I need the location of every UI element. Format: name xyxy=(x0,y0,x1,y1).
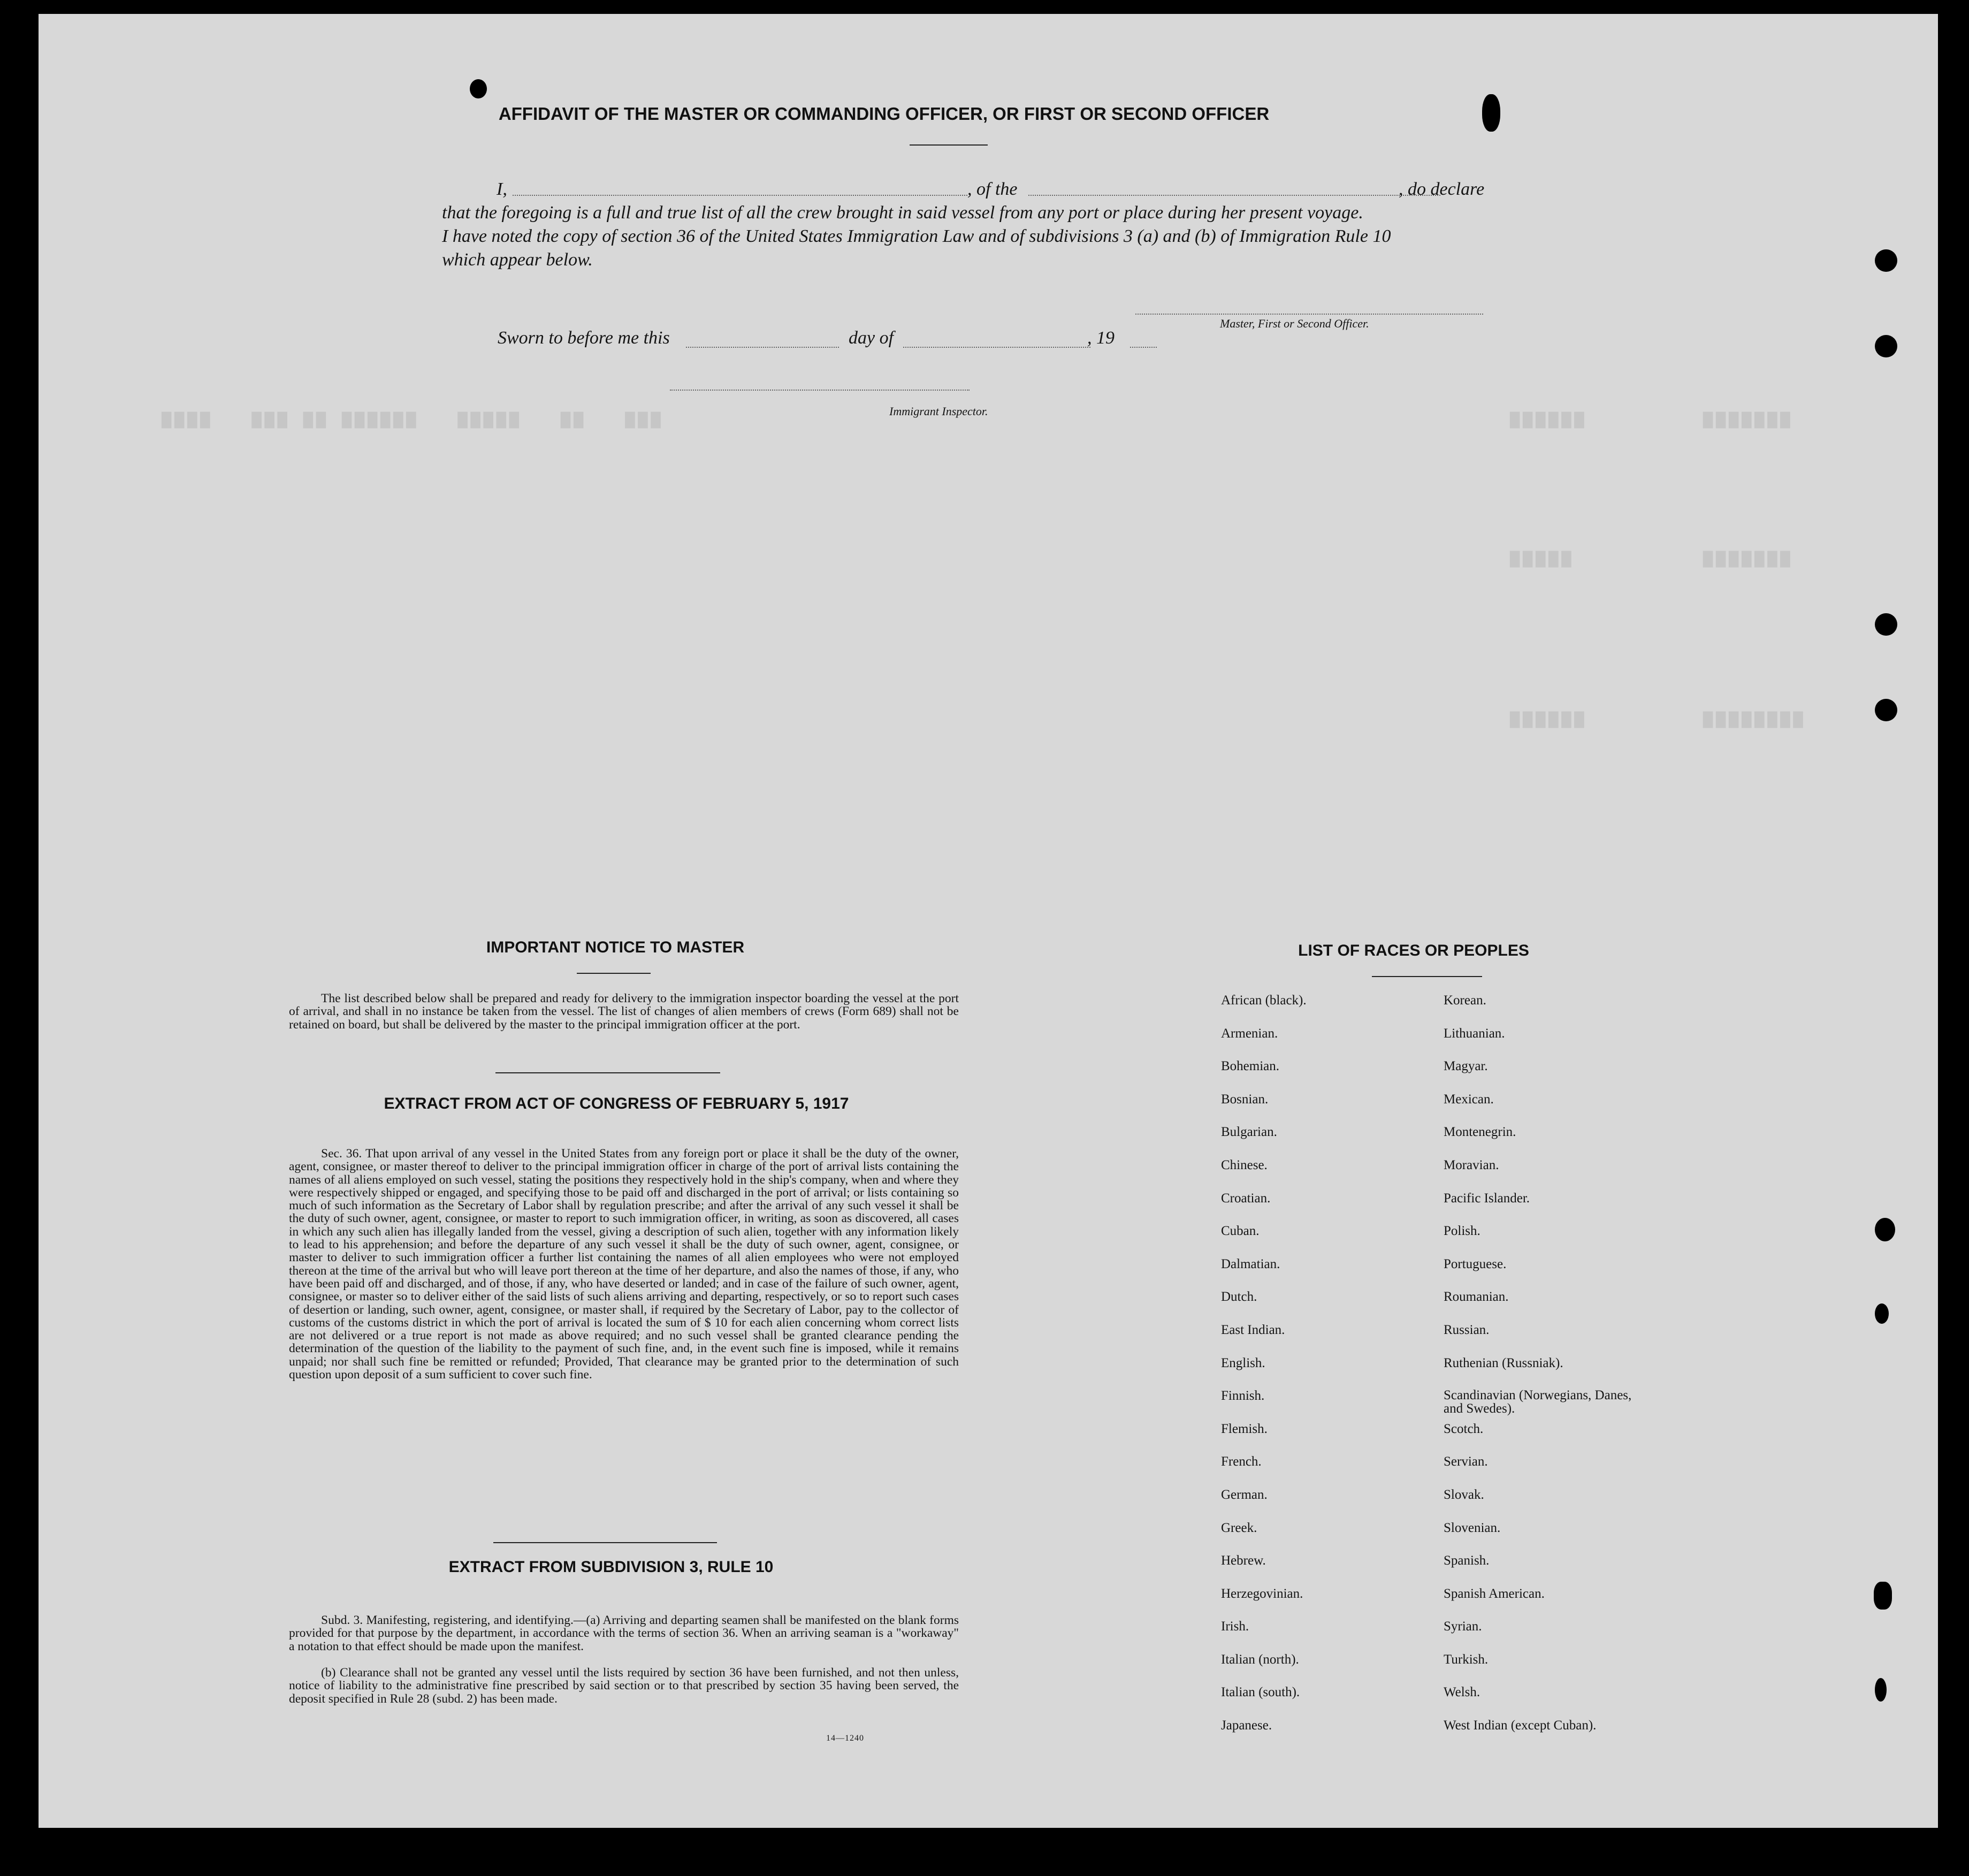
races-left-column xyxy=(1221,993,1307,1751)
race-item: Spanish. xyxy=(1444,1553,1490,1568)
races-right-column xyxy=(1444,993,1636,1751)
sworn-year-blank xyxy=(1130,347,1157,348)
race-item: Slovak. xyxy=(1444,1487,1484,1502)
extract-act-title: EXTRACT FROM ACT OF CONGRESS OF FEBRUARY 5, 1917 xyxy=(384,1095,849,1112)
punch-hole xyxy=(1874,1582,1892,1610)
race-item: Cuban. xyxy=(1221,1224,1260,1239)
extract-act-text: Sec. 36. That upon arrival of any vessel in the United States from any foreign port or place it shall be the duty of the owner, agent, consignee, or master thereof to deliver to the principal immigration officer in charge of the port of arrival lists containing the names of all aliens employed on such vessel, stating the positions they respectively hold in the ship's company, when and where they were respectively shipped or engaged, and specifying those to be paid off and discharged in the port of arrival; or lists containing so much of such information as the Secretary of Labor shall by regulation prescribe; and after the arrival of any such vessel it shall be the duty of such owner, agent, consignee, or master to report to such immigration officer, in writing, as soon as discovered, all cases in which any such alien has illegally landed from the vessel, giving a description of such alien, together with any information likely to lead to his apprehension; and before the departure of any such vessel it shall be the duty of such owner, agent, consignee, or master to deliver to such immigration officer a further list containing the names of all alien employees who were not employed thereon at the time of the arrival but who will leave port thereon at the time of her departure, and also the names of those, if any, who have been paid off and discharged, and of those, if any, who have deserted or landed; and in case of the failure of such owner, agent, consignee, or master so to deliver either of the said lists of such aliens arriving and departing, respectively, or so to report such cases of desertion or landing, such owner, agent, consignee, or master shall, if required by the Secretary of Labor, pay to the collector of customs of the customs district in which the port of arrival is located the sum of $ 10 for each alien concerning whom correct lists are not delivered or a true report is not made as above required; and no such vessel shall be granted clearance pending the determination of the question of the liability to the payment of such fine, and, in the event such fine is imposed, while it remains unpaid; nor shall such fine be remitted or refunded; Provided, That clearance may be granted prior to the determination of such question upon deposit of a sum sufficient to cover such fine. xyxy=(289,1147,959,1382)
race-item: Bohemian. xyxy=(1221,1059,1280,1074)
race-item: Italian (south). xyxy=(1221,1685,1300,1700)
punch-hole xyxy=(1875,1218,1895,1241)
sworn-year: , 19 xyxy=(1087,328,1115,348)
race-item: Dalmatian. xyxy=(1221,1256,1280,1271)
race-item: Pacific Islander. xyxy=(1444,1191,1530,1206)
race-item: Scotch. xyxy=(1444,1421,1484,1436)
race-item: Ruthenian (Russniak). xyxy=(1444,1355,1563,1370)
race-item: Bulgarian. xyxy=(1221,1125,1277,1140)
race-item: Greek. xyxy=(1221,1520,1257,1535)
race-item: Finnish. xyxy=(1221,1389,1265,1404)
race-item: Lithuanian. xyxy=(1444,1026,1505,1041)
race-item: Magyar. xyxy=(1444,1059,1488,1074)
bleed-through-row: ▇▇▇▇▇▇ ▇▇▇▇▇▇▇▇ xyxy=(1510,710,1806,728)
signature-line xyxy=(1135,314,1483,315)
race-item: Slovenian. xyxy=(1444,1520,1501,1535)
inspector-line xyxy=(670,390,970,391)
race-item: Syrian. xyxy=(1444,1619,1482,1634)
race-item: Chinese. xyxy=(1221,1157,1268,1172)
section-divider xyxy=(493,1542,717,1543)
race-item: Portuguese. xyxy=(1444,1256,1507,1271)
notice-title-underline xyxy=(577,973,651,974)
notice-text: The list described below shall be prepared and ready for delivery to the immigration inspector boarding the vessel at the port of arrival, and shall in no instance be taken from the vessel. The list of changes of alien members of crews (Form 689) shall not be retained on board, but shall be delivered by the master to the principal immigration officer at the port. xyxy=(289,992,959,1032)
race-item: Armenian. xyxy=(1221,1026,1278,1041)
race-item: Bosnian. xyxy=(1221,1092,1269,1107)
affidavit-declare: , do declare xyxy=(1399,179,1485,199)
sworn-month-blank xyxy=(903,347,1090,348)
races-title-underline xyxy=(1372,976,1482,977)
manifest-page xyxy=(39,14,1938,1828)
race-item: Japanese. xyxy=(1221,1718,1272,1733)
affidavit-i: I, xyxy=(497,179,507,199)
race-item: Irish. xyxy=(1221,1619,1249,1634)
punch-hole xyxy=(470,79,487,98)
punch-hole xyxy=(1875,613,1897,636)
name-blank xyxy=(513,195,967,196)
race-item: Roumanian. xyxy=(1444,1290,1509,1305)
inspector-label: Immigrant Inspector. xyxy=(889,405,988,418)
race-item: East Indian. xyxy=(1221,1322,1285,1337)
affidavit-body-line: which appear below. xyxy=(442,250,593,270)
race-item: Russian. xyxy=(1444,1322,1490,1337)
race-item: Dutch. xyxy=(1221,1290,1257,1305)
race-item: Korean. xyxy=(1444,993,1486,1008)
race-item: Mexican. xyxy=(1444,1092,1494,1107)
race-item: French. xyxy=(1221,1454,1262,1469)
race-item: Servian. xyxy=(1444,1454,1488,1469)
bleed-through-column-right: ▇▇▇▇▇▇ ▇▇▇▇▇▇▇ xyxy=(1510,410,1794,429)
race-item: African (black). xyxy=(1221,993,1307,1008)
race-item: Herzegovinian. xyxy=(1221,1586,1303,1601)
sworn-prefix: Sworn to before me this xyxy=(498,328,670,348)
race-item: West Indian (except Cuban). xyxy=(1444,1718,1597,1733)
sworn-day-blank xyxy=(686,347,839,348)
race-item: English. xyxy=(1221,1355,1265,1370)
race-item: Moravian. xyxy=(1444,1157,1499,1172)
bleed-through-column-left: ▇▇▇▇ ▇▇▇ ▇▇ ▇▇▇▇▇▇ ▇▇▇▇▇ ▇▇ ▇▇▇ xyxy=(162,410,664,429)
extract-rule-text-b: (b) Clearance shall not be granted any vessel until the lists required by section 36 have been furnished, and not then unless, notice of liability to the administrative fine prescribed by said section or to that prescribed by section 35 having been served, the deposit specified in Rule 28 (subd. 2) has been made. xyxy=(289,1666,959,1706)
affidavit-body-line: I have noted the copy of section 36 of the United States Immigration Law and of subdivisions 3 (a) and (b) of Immigration Rule 10 xyxy=(442,226,1391,246)
race-item: Italian (north). xyxy=(1221,1652,1299,1667)
race-item: German. xyxy=(1221,1487,1268,1502)
title-underline xyxy=(910,144,988,146)
signature-label: Master, First or Second Officer. xyxy=(1220,317,1369,330)
race-item: Croatian. xyxy=(1221,1191,1271,1206)
punch-hole xyxy=(1875,335,1897,357)
form-number: 14—1240 xyxy=(826,1734,864,1743)
affidavit-of-the: , of the xyxy=(967,179,1018,199)
punch-hole xyxy=(1875,699,1897,721)
race-item: Flemish. xyxy=(1221,1421,1268,1436)
vessel-blank xyxy=(1028,195,1440,196)
race-item: Spanish American. xyxy=(1444,1586,1545,1601)
punch-hole xyxy=(1482,94,1500,132)
race-item: Turkish. xyxy=(1444,1652,1489,1667)
extract-rule-title: EXTRACT FROM SUBDIVISION 3, RULE 10 xyxy=(448,1558,774,1576)
affidavit-body-line: that the foregoing is a full and true list of all the crew brought in said vessel from any port or place during her present voyage. xyxy=(442,203,1363,223)
affidavit-title: AFFIDAVIT OF THE MASTER OR COMMANDING OFFICER, OR FIRST OR SECOND OFFICER xyxy=(498,104,1270,124)
bleed-through-row: ▇▇▇▇▇ ▇▇▇▇▇▇▇ xyxy=(1510,549,1794,568)
extract-rule-text-a: Subd. 3. Manifesting, registering, and identifying.—(a) Arriving and departing seamen shall be manifested on the blank forms provided for that purpose by the department, in accordance with the terms of section 36. When an arriving seaman is a "workaway" a notation to that effect should be made upon the manifest. xyxy=(289,1613,959,1653)
race-item: Montenegrin. xyxy=(1444,1125,1516,1140)
races-title: LIST OF RACES OR PEOPLES xyxy=(1298,942,1529,959)
punch-hole xyxy=(1875,1678,1887,1702)
punch-hole xyxy=(1875,249,1897,272)
race-item: Hebrew. xyxy=(1221,1553,1266,1568)
punch-hole xyxy=(1875,1303,1889,1324)
section-divider xyxy=(495,1072,720,1073)
race-item: Welsh. xyxy=(1444,1685,1480,1700)
race-item: Scandinavian (Norwegians, Danes, and Swedes). xyxy=(1444,1388,1632,1416)
race-item: Polish. xyxy=(1444,1224,1480,1239)
notice-title: IMPORTANT NOTICE TO MASTER xyxy=(486,939,745,956)
sworn-day-of: day of xyxy=(849,328,894,348)
